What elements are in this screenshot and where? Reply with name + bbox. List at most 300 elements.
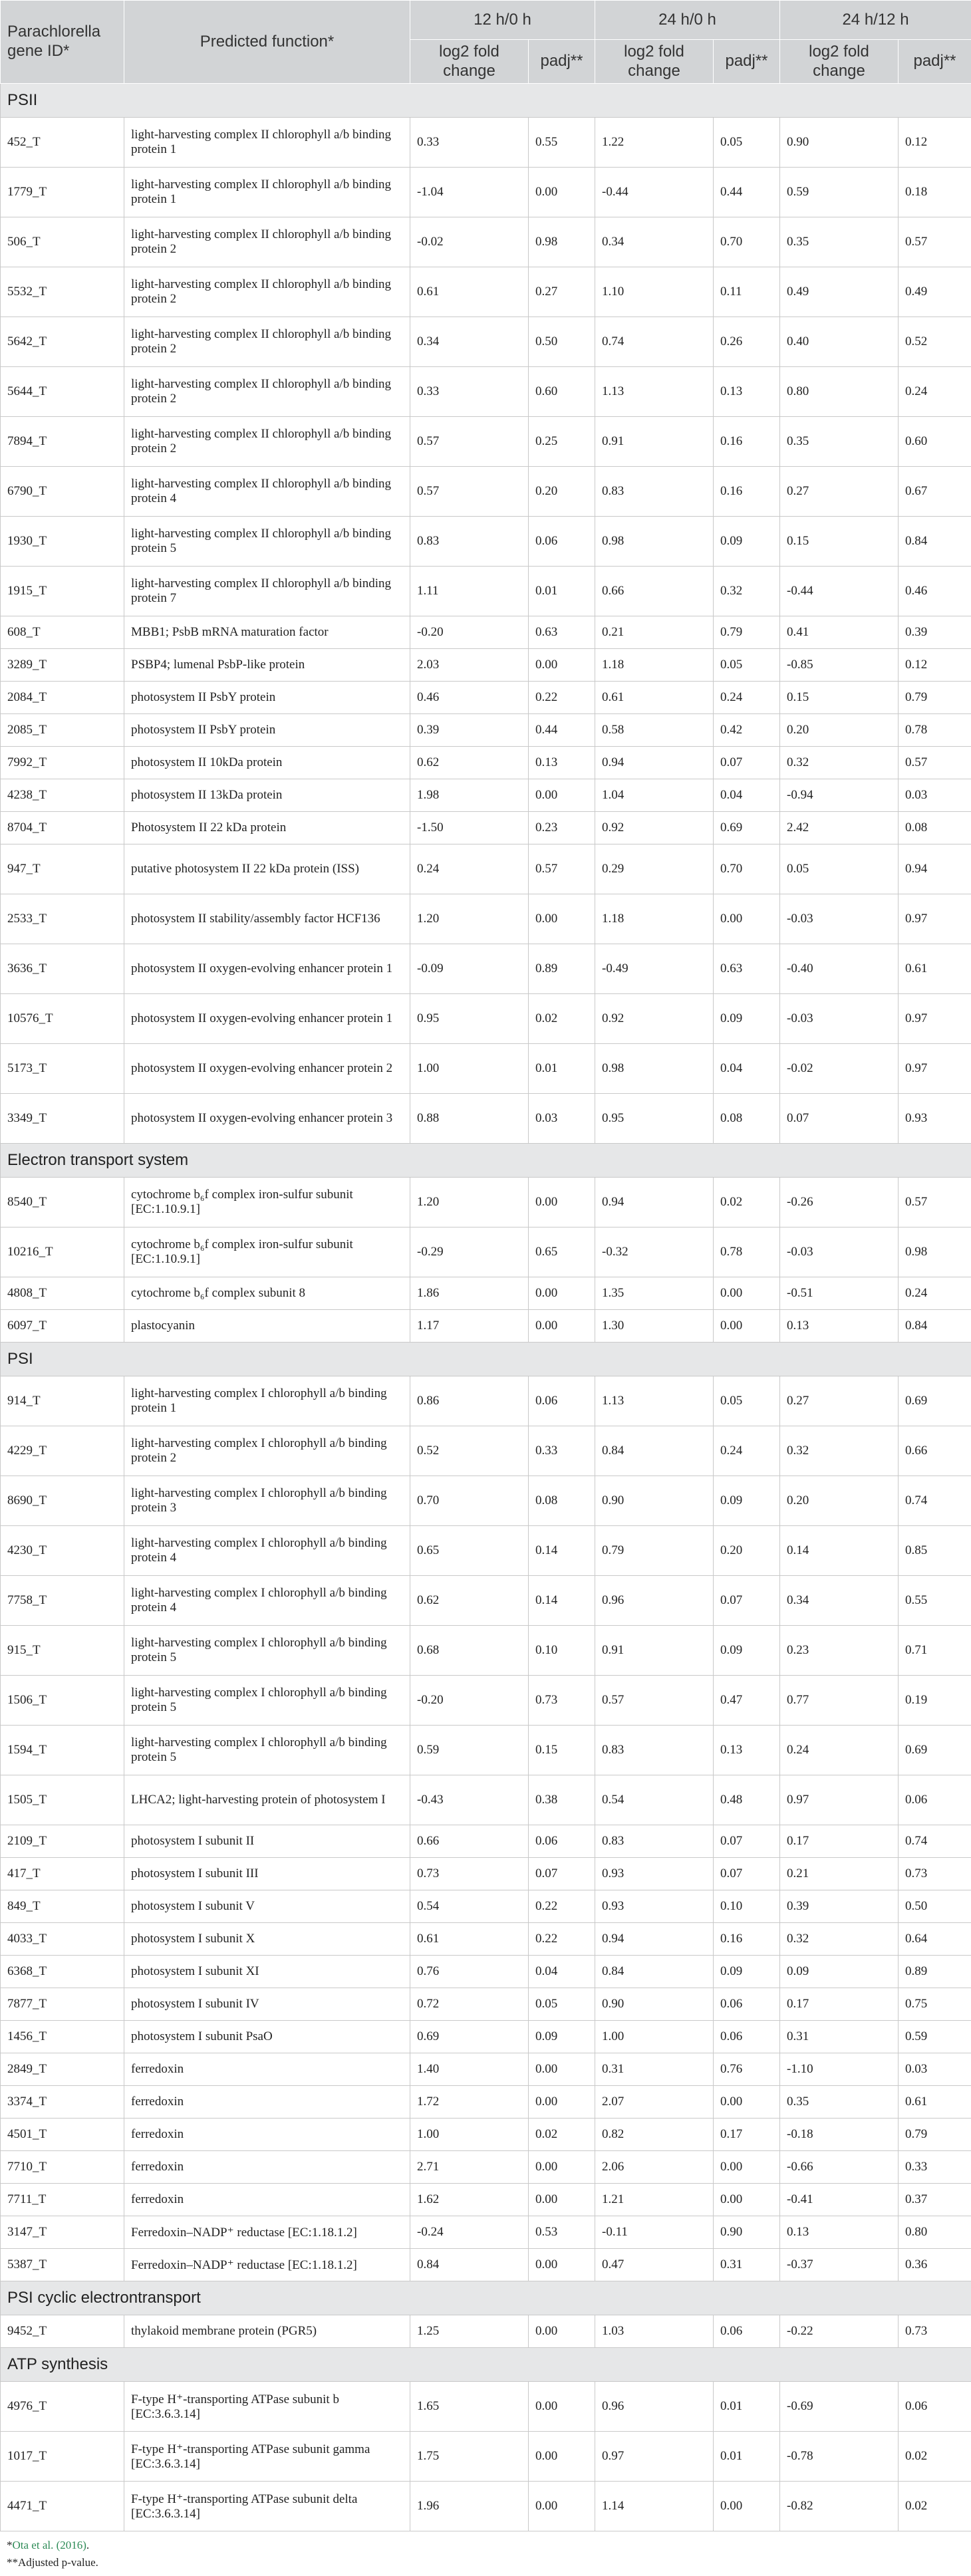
padj-12h-0h-cell: 0.63: [529, 616, 595, 649]
table-row: [1, 2315, 971, 2348]
padj-24h-0h-cell: 0.16: [714, 1923, 780, 1956]
padj-12h-0h-cell: 0.22: [529, 682, 595, 714]
function-cell: light-harvesting complex I chlorophyll a/b binding protein 4: [124, 1526, 410, 1576]
gene-id-cell: 5642_T: [1, 317, 124, 367]
gene-id-cell: 506_T: [1, 217, 124, 267]
function-cell: light-harvesting complex I chlorophyll a/b binding protein 3: [124, 1476, 410, 1526]
table-row: [1, 2482, 971, 2531]
padj-24h-0h-cell: 0.70: [714, 217, 780, 267]
log2fc-24h-0h-cell: 0.57: [595, 1676, 714, 1726]
log2fc-12h-0h-cell: 0.46: [410, 682, 529, 714]
gene-id-cell: 1779_T: [1, 168, 124, 217]
padj-24h-12h-cell: 0.55: [899, 1576, 971, 1626]
padj-24h-12h-cell: 0.98: [899, 1227, 971, 1277]
function-cell: light-harvesting complex II chlorophyll a/b binding protein 5: [124, 517, 410, 567]
padj-24h-12h-cell: 0.57: [899, 747, 971, 779]
padj-24h-0h-cell: 0.47: [714, 1676, 780, 1726]
padj-24h-12h-cell: 0.50: [899, 1890, 971, 1923]
header-group-24h-12h: 24 h/12 h: [780, 1, 971, 40]
padj-24h-0h-cell: 0.01: [714, 2382, 780, 2432]
function-cell: F-type H⁺-transporting ATPase subunit gamma [EC:3.6.3.14]: [124, 2432, 410, 2482]
table-row: [1, 267, 971, 317]
padj-24h-0h-cell: 0.90: [714, 2216, 780, 2249]
table-row: [1, 1044, 971, 1094]
log2fc-24h-12h-cell: 0.32: [780, 1923, 899, 1956]
function-cell: photosystem II oxygen-evolving enhancer protein 1: [124, 994, 410, 1044]
log2fc-12h-0h-cell: 0.86: [410, 1376, 529, 1426]
log2fc-24h-0h-cell: 0.91: [595, 417, 714, 467]
section-title: Electron transport system: [1, 1144, 971, 1178]
padj-24h-0h-cell: 0.10: [714, 1890, 780, 1923]
function-cell: F-type H⁺-transporting ATPase subunit delta [EC:3.6.3.14]: [124, 2482, 410, 2531]
log2fc-12h-0h-cell: -0.43: [410, 1775, 529, 1825]
header-padj: padj**: [714, 40, 780, 84]
log2fc-24h-0h-cell: 0.96: [595, 1576, 714, 1626]
function-cell: cytochrome b₆f complex iron-sulfur subunit [EC:1.10.9.1]: [124, 1178, 410, 1227]
padj-24h-0h-cell: 0.02: [714, 1178, 780, 1227]
gene-id-cell: 5387_T: [1, 2249, 124, 2281]
padj-24h-12h-cell: 0.46: [899, 567, 971, 616]
log2fc-12h-0h-cell: 0.62: [410, 747, 529, 779]
gene-id-cell: 3374_T: [1, 2086, 124, 2119]
log2fc-24h-0h-cell: 0.95: [595, 1094, 714, 1144]
gene-id-cell: 2085_T: [1, 714, 124, 747]
function-cell: photosystem I subunit V: [124, 1890, 410, 1923]
padj-24h-0h-cell: 0.09: [714, 994, 780, 1044]
gene-id-cell: 6790_T: [1, 467, 124, 517]
padj-24h-0h-cell: 0.05: [714, 649, 780, 682]
gene-id-cell: 4501_T: [1, 2119, 124, 2151]
log2fc-24h-12h-cell: -0.85: [780, 649, 899, 682]
padj-24h-0h-cell: 0.13: [714, 1726, 780, 1775]
function-cell: light-harvesting complex II chlorophyll a/b binding protein 2: [124, 367, 410, 417]
padj-24h-0h-cell: 0.11: [714, 267, 780, 317]
log2fc-24h-0h-cell: 0.92: [595, 994, 714, 1044]
padj-12h-0h-cell: 0.27: [529, 267, 595, 317]
log2fc-24h-0h-cell: 1.18: [595, 649, 714, 682]
padj-24h-12h-cell: 0.19: [899, 1676, 971, 1726]
gene-id-cell: 5532_T: [1, 267, 124, 317]
padj-24h-12h-cell: 0.36: [899, 2249, 971, 2281]
log2fc-24h-0h-cell: 0.61: [595, 682, 714, 714]
log2fc-12h-0h-cell: 1.62: [410, 2184, 529, 2216]
footnote-reference-link[interactable]: Ota et al. (2016): [13, 2539, 86, 2551]
padj-24h-0h-cell: 0.04: [714, 1044, 780, 1094]
gene-id-cell: 6097_T: [1, 1310, 124, 1343]
section-title: PSI: [1, 1343, 971, 1376]
log2fc-24h-12h-cell: 0.15: [780, 517, 899, 567]
padj-12h-0h-cell: 0.00: [529, 1310, 595, 1343]
log2fc-12h-0h-cell: 1.11: [410, 567, 529, 616]
padj-24h-12h-cell: 0.24: [899, 367, 971, 417]
padj-24h-0h-cell: 0.24: [714, 682, 780, 714]
padj-24h-12h-cell: 0.61: [899, 2086, 971, 2119]
padj-24h-0h-cell: 0.07: [714, 1858, 780, 1890]
table-row: [1, 1277, 971, 1310]
header-group-24h-0h: 24 h/0 h: [595, 1, 780, 40]
log2fc-12h-0h-cell: 0.61: [410, 1923, 529, 1956]
padj-24h-0h-cell: 0.00: [714, 2086, 780, 2119]
padj-24h-0h-cell: 0.05: [714, 1376, 780, 1426]
log2fc-24h-0h-cell: 1.00: [595, 2021, 714, 2053]
function-cell: light-harvesting complex I chlorophyll a/b binding protein 2: [124, 1426, 410, 1476]
padj-24h-12h-cell: 0.33: [899, 2151, 971, 2184]
log2fc-24h-0h-cell: -0.32: [595, 1227, 714, 1277]
padj-24h-0h-cell: 0.09: [714, 1956, 780, 1988]
padj-24h-0h-cell: 0.13: [714, 367, 780, 417]
padj-12h-0h-cell: 0.05: [529, 1988, 595, 2021]
section-header-row: [1, 84, 971, 118]
gene-id-cell: 3289_T: [1, 649, 124, 682]
gene-id-cell: 7758_T: [1, 1576, 124, 1626]
log2fc-24h-0h-cell: 1.30: [595, 1310, 714, 1343]
header-fold-change: log2 fold change: [780, 40, 899, 84]
log2fc-24h-0h-cell: 2.07: [595, 2086, 714, 2119]
log2fc-24h-0h-cell: 1.10: [595, 267, 714, 317]
gene-id-cell: 6368_T: [1, 1956, 124, 1988]
padj-24h-0h-cell: 0.09: [714, 517, 780, 567]
footnote-source: [7, 2537, 964, 2554]
log2fc-24h-12h-cell: -0.03: [780, 894, 899, 944]
function-cell: photosystem II 13kDa protein: [124, 779, 410, 812]
log2fc-24h-12h-cell: -0.41: [780, 2184, 899, 2216]
log2fc-24h-0h-cell: 0.83: [595, 467, 714, 517]
log2fc-24h-12h-cell: 2.42: [780, 812, 899, 844]
padj-12h-0h-cell: 0.89: [529, 944, 595, 994]
log2fc-12h-0h-cell: 2.71: [410, 2151, 529, 2184]
padj-24h-12h-cell: 0.97: [899, 994, 971, 1044]
log2fc-12h-0h-cell: -1.50: [410, 812, 529, 844]
log2fc-24h-0h-cell: 1.03: [595, 2315, 714, 2348]
padj-12h-0h-cell: 0.50: [529, 317, 595, 367]
log2fc-24h-0h-cell: 0.31: [595, 2053, 714, 2086]
function-cell: light-harvesting complex I chlorophyll a/b binding protein 5: [124, 1676, 410, 1726]
function-cell: ferredoxin: [124, 2184, 410, 2216]
log2fc-12h-0h-cell: 0.70: [410, 1476, 529, 1526]
padj-24h-12h-cell: 0.02: [899, 2432, 971, 2482]
table-row: [1, 747, 971, 779]
footnote-padj: **Adjusted p-value.: [7, 2554, 964, 2571]
padj-24h-0h-cell: 0.79: [714, 616, 780, 649]
table-row: [1, 168, 971, 217]
log2fc-24h-0h-cell: 0.96: [595, 2382, 714, 2432]
padj-12h-0h-cell: 0.00: [529, 2382, 595, 2432]
log2fc-24h-12h-cell: -0.18: [780, 2119, 899, 2151]
log2fc-12h-0h-cell: 1.96: [410, 2482, 529, 2531]
log2fc-12h-0h-cell: 0.66: [410, 1825, 529, 1858]
log2fc-24h-0h-cell: -0.49: [595, 944, 714, 994]
padj-24h-12h-cell: 0.57: [899, 1178, 971, 1227]
gene-id-cell: 4230_T: [1, 1526, 124, 1576]
table-row: [1, 2249, 971, 2281]
padj-24h-0h-cell: 0.70: [714, 844, 780, 894]
log2fc-24h-12h-cell: 0.14: [780, 1526, 899, 1576]
gene-id-cell: 849_T: [1, 1890, 124, 1923]
log2fc-24h-0h-cell: 2.06: [595, 2151, 714, 2184]
gene-id-cell: 4471_T: [1, 2482, 124, 2531]
function-cell: putative photosystem II 22 kDa protein (ISS): [124, 844, 410, 894]
padj-12h-0h-cell: 0.44: [529, 714, 595, 747]
gene-id-cell: 3636_T: [1, 944, 124, 994]
padj-24h-12h-cell: 0.37: [899, 2184, 971, 2216]
padj-24h-12h-cell: 0.06: [899, 2382, 971, 2432]
function-cell: light-harvesting complex II chlorophyll a/b binding protein 1: [124, 118, 410, 168]
padj-12h-0h-cell: 0.04: [529, 1956, 595, 1988]
function-cell: photosystem I subunit IV: [124, 1988, 410, 2021]
log2fc-24h-12h-cell: -0.94: [780, 779, 899, 812]
padj-12h-0h-cell: 0.01: [529, 567, 595, 616]
padj-12h-0h-cell: 0.08: [529, 1476, 595, 1526]
log2fc-12h-0h-cell: -0.02: [410, 217, 529, 267]
table-row: [1, 517, 971, 567]
function-cell: photosystem II oxygen-evolving enhancer protein 1: [124, 944, 410, 994]
log2fc-24h-0h-cell: 0.83: [595, 1726, 714, 1775]
gene-id-cell: 2533_T: [1, 894, 124, 944]
padj-12h-0h-cell: 0.25: [529, 417, 595, 467]
gene-id-cell: 7877_T: [1, 1988, 124, 2021]
padj-24h-0h-cell: 0.32: [714, 567, 780, 616]
table-row: [1, 779, 971, 812]
gene-id-cell: 5644_T: [1, 367, 124, 417]
padj-24h-12h-cell: 0.59: [899, 2021, 971, 2053]
padj-24h-12h-cell: 0.39: [899, 616, 971, 649]
padj-12h-0h-cell: 0.00: [529, 2482, 595, 2531]
log2fc-24h-0h-cell: 0.79: [595, 1526, 714, 1576]
padj-12h-0h-cell: 0.22: [529, 1923, 595, 1956]
padj-12h-0h-cell: 0.33: [529, 1426, 595, 1476]
log2fc-12h-0h-cell: 0.84: [410, 2249, 529, 2281]
padj-12h-0h-cell: 0.09: [529, 2021, 595, 2053]
header-padj: padj**: [529, 40, 595, 84]
padj-12h-0h-cell: 0.02: [529, 994, 595, 1044]
section-title: ATP synthesis: [1, 2348, 971, 2382]
table-row: [1, 812, 971, 844]
gene-id-cell: 7711_T: [1, 2184, 124, 2216]
log2fc-12h-0h-cell: 0.24: [410, 844, 529, 894]
padj-12h-0h-cell: 0.10: [529, 1626, 595, 1676]
log2fc-12h-0h-cell: 0.33: [410, 118, 529, 168]
table-row: [1, 2086, 971, 2119]
padj-24h-12h-cell: 0.02: [899, 2482, 971, 2531]
log2fc-24h-0h-cell: 0.58: [595, 714, 714, 747]
log2fc-24h-12h-cell: -0.44: [780, 567, 899, 616]
log2fc-24h-0h-cell: 0.83: [595, 1825, 714, 1858]
padj-24h-0h-cell: 0.07: [714, 747, 780, 779]
log2fc-12h-0h-cell: 0.33: [410, 367, 529, 417]
log2fc-24h-12h-cell: 0.35: [780, 417, 899, 467]
padj-24h-12h-cell: 0.06: [899, 1775, 971, 1825]
log2fc-24h-12h-cell: 0.35: [780, 217, 899, 267]
log2fc-12h-0h-cell: 1.98: [410, 779, 529, 812]
padj-24h-0h-cell: 0.20: [714, 1526, 780, 1576]
padj-12h-0h-cell: 0.55: [529, 118, 595, 168]
log2fc-12h-0h-cell: 0.76: [410, 1956, 529, 1988]
padj-12h-0h-cell: 0.00: [529, 2432, 595, 2482]
table-row: [1, 1426, 971, 1476]
log2fc-12h-0h-cell: 1.00: [410, 1044, 529, 1094]
padj-24h-12h-cell: 0.79: [899, 2119, 971, 2151]
log2fc-24h-0h-cell: 0.82: [595, 2119, 714, 2151]
log2fc-12h-0h-cell: -0.20: [410, 616, 529, 649]
padj-24h-12h-cell: 0.24: [899, 1277, 971, 1310]
log2fc-24h-12h-cell: 0.34: [780, 1576, 899, 1626]
log2fc-24h-12h-cell: -0.26: [780, 1178, 899, 1227]
log2fc-24h-12h-cell: -0.66: [780, 2151, 899, 2184]
table-row: [1, 682, 971, 714]
section-title: PSII: [1, 84, 971, 118]
gene-id-cell: 1594_T: [1, 1726, 124, 1775]
padj-24h-12h-cell: 0.94: [899, 844, 971, 894]
padj-24h-12h-cell: 0.71: [899, 1626, 971, 1676]
header-group-12h-0h: 12 h/0 h: [410, 1, 595, 40]
function-cell: ferredoxin: [124, 2119, 410, 2151]
log2fc-24h-0h-cell: 0.84: [595, 1956, 714, 1988]
log2fc-24h-12h-cell: 0.59: [780, 168, 899, 217]
function-cell: light-harvesting complex I chlorophyll a/b binding protein 5: [124, 1726, 410, 1775]
padj-12h-0h-cell: 0.06: [529, 1376, 595, 1426]
padj-12h-0h-cell: 0.00: [529, 779, 595, 812]
section-title: PSI cyclic electrontransport: [1, 2281, 971, 2315]
padj-24h-12h-cell: 0.74: [899, 1825, 971, 1858]
gene-id-cell: 1930_T: [1, 517, 124, 567]
padj-24h-0h-cell: 0.06: [714, 2021, 780, 2053]
table-row: [1, 616, 971, 649]
table-row: [1, 1310, 971, 1343]
padj-12h-0h-cell: 0.00: [529, 2053, 595, 2086]
gene-id-cell: 4976_T: [1, 2382, 124, 2432]
log2fc-24h-12h-cell: 0.23: [780, 1626, 899, 1676]
log2fc-12h-0h-cell: 0.88: [410, 1094, 529, 1144]
header-fold-change: log2 fold change: [595, 40, 714, 84]
padj-12h-0h-cell: 0.02: [529, 2119, 595, 2151]
log2fc-12h-0h-cell: 1.86: [410, 1277, 529, 1310]
log2fc-24h-12h-cell: 0.41: [780, 616, 899, 649]
function-cell: plastocyanin: [124, 1310, 410, 1343]
function-cell: light-harvesting complex II chlorophyll a/b binding protein 2: [124, 317, 410, 367]
padj-24h-12h-cell: 0.52: [899, 317, 971, 367]
function-cell: F-type H⁺-transporting ATPase subunit b [EC:3.6.3.14]: [124, 2382, 410, 2432]
gene-id-cell: 1915_T: [1, 567, 124, 616]
log2fc-24h-0h-cell: 1.35: [595, 1277, 714, 1310]
padj-24h-12h-cell: 0.12: [899, 649, 971, 682]
log2fc-24h-12h-cell: 0.97: [780, 1775, 899, 1825]
table-row: [1, 1890, 971, 1923]
log2fc-12h-0h-cell: -0.29: [410, 1227, 529, 1277]
log2fc-24h-12h-cell: -0.37: [780, 2249, 899, 2281]
padj-12h-0h-cell: 0.01: [529, 1044, 595, 1094]
log2fc-24h-12h-cell: 0.90: [780, 118, 899, 168]
function-cell: photosystem II PsbY protein: [124, 682, 410, 714]
padj-12h-0h-cell: 0.13: [529, 747, 595, 779]
log2fc-12h-0h-cell: -0.09: [410, 944, 529, 994]
padj-12h-0h-cell: 0.00: [529, 2086, 595, 2119]
gene-id-cell: 7894_T: [1, 417, 124, 467]
table-body: [1, 84, 971, 2531]
table-row: [1, 2119, 971, 2151]
gene-id-cell: 10576_T: [1, 994, 124, 1044]
padj-24h-12h-cell: 0.69: [899, 1376, 971, 1426]
padj-24h-0h-cell: 0.26: [714, 317, 780, 367]
table-row: [1, 217, 971, 267]
padj-24h-0h-cell: 0.00: [714, 2151, 780, 2184]
padj-24h-12h-cell: 0.97: [899, 1044, 971, 1094]
table-row: [1, 1376, 971, 1426]
padj-24h-0h-cell: 0.07: [714, 1576, 780, 1626]
log2fc-24h-12h-cell: -0.03: [780, 1227, 899, 1277]
table-row: [1, 1094, 971, 1144]
padj-24h-12h-cell: 0.84: [899, 1310, 971, 1343]
log2fc-24h-0h-cell: 0.94: [595, 1178, 714, 1227]
log2fc-24h-12h-cell: 0.20: [780, 714, 899, 747]
log2fc-24h-12h-cell: 0.39: [780, 1890, 899, 1923]
log2fc-12h-0h-cell: 1.72: [410, 2086, 529, 2119]
header-padj: padj**: [899, 40, 971, 84]
log2fc-24h-12h-cell: 0.40: [780, 317, 899, 367]
log2fc-12h-0h-cell: 0.72: [410, 1988, 529, 2021]
gene-id-cell: 8540_T: [1, 1178, 124, 1227]
log2fc-24h-0h-cell: 0.93: [595, 1858, 714, 1890]
function-cell: light-harvesting complex II chlorophyll a/b binding protein 2: [124, 417, 410, 467]
log2fc-24h-12h-cell: 0.35: [780, 2086, 899, 2119]
log2fc-24h-12h-cell: 0.32: [780, 747, 899, 779]
padj-24h-0h-cell: 0.78: [714, 1227, 780, 1277]
padj-12h-0h-cell: 0.20: [529, 467, 595, 517]
gene-id-cell: 914_T: [1, 1376, 124, 1426]
log2fc-12h-0h-cell: 1.25: [410, 2315, 529, 2348]
log2fc-24h-0h-cell: 0.29: [595, 844, 714, 894]
padj-12h-0h-cell: 0.00: [529, 2151, 595, 2184]
log2fc-12h-0h-cell: 0.52: [410, 1426, 529, 1476]
log2fc-24h-12h-cell: -0.51: [780, 1277, 899, 1310]
padj-24h-12h-cell: 0.80: [899, 2216, 971, 2249]
gene-id-cell: 3349_T: [1, 1094, 124, 1144]
table-row: [1, 1476, 971, 1526]
log2fc-12h-0h-cell: 0.62: [410, 1576, 529, 1626]
log2fc-12h-0h-cell: 0.57: [410, 417, 529, 467]
table-row: [1, 894, 971, 944]
gene-id-cell: 7992_T: [1, 747, 124, 779]
padj-12h-0h-cell: 0.00: [529, 2184, 595, 2216]
gene-id-cell: 608_T: [1, 616, 124, 649]
log2fc-24h-12h-cell: -1.10: [780, 2053, 899, 2086]
padj-24h-12h-cell: 0.78: [899, 714, 971, 747]
padj-12h-0h-cell: 0.07: [529, 1858, 595, 1890]
gene-id-cell: 4229_T: [1, 1426, 124, 1476]
log2fc-12h-0h-cell: 2.03: [410, 649, 529, 682]
log2fc-24h-12h-cell: 0.05: [780, 844, 899, 894]
padj-24h-12h-cell: 0.69: [899, 1726, 971, 1775]
footnote-marker: *: [7, 2539, 13, 2551]
log2fc-24h-12h-cell: 0.09: [780, 1956, 899, 1988]
padj-12h-0h-cell: 0.00: [529, 2315, 595, 2348]
log2fc-24h-0h-cell: 0.98: [595, 517, 714, 567]
log2fc-12h-0h-cell: 0.95: [410, 994, 529, 1044]
padj-24h-0h-cell: 0.04: [714, 779, 780, 812]
log2fc-24h-12h-cell: 0.13: [780, 2216, 899, 2249]
padj-24h-12h-cell: 0.12: [899, 118, 971, 168]
function-cell: photosystem I subunit III: [124, 1858, 410, 1890]
function-cell: photosystem I subunit XI: [124, 1956, 410, 1988]
padj-24h-12h-cell: 0.85: [899, 1526, 971, 1576]
function-cell: photosystem II 10kDa protein: [124, 747, 410, 779]
log2fc-12h-0h-cell: -0.20: [410, 1676, 529, 1726]
function-cell: MBB1; PsbB mRNA maturation factor: [124, 616, 410, 649]
padj-24h-12h-cell: 0.03: [899, 779, 971, 812]
padj-24h-0h-cell: 0.44: [714, 168, 780, 217]
gene-id-cell: 915_T: [1, 1626, 124, 1676]
padj-12h-0h-cell: 0.22: [529, 1890, 595, 1923]
log2fc-24h-12h-cell: 0.27: [780, 1376, 899, 1426]
